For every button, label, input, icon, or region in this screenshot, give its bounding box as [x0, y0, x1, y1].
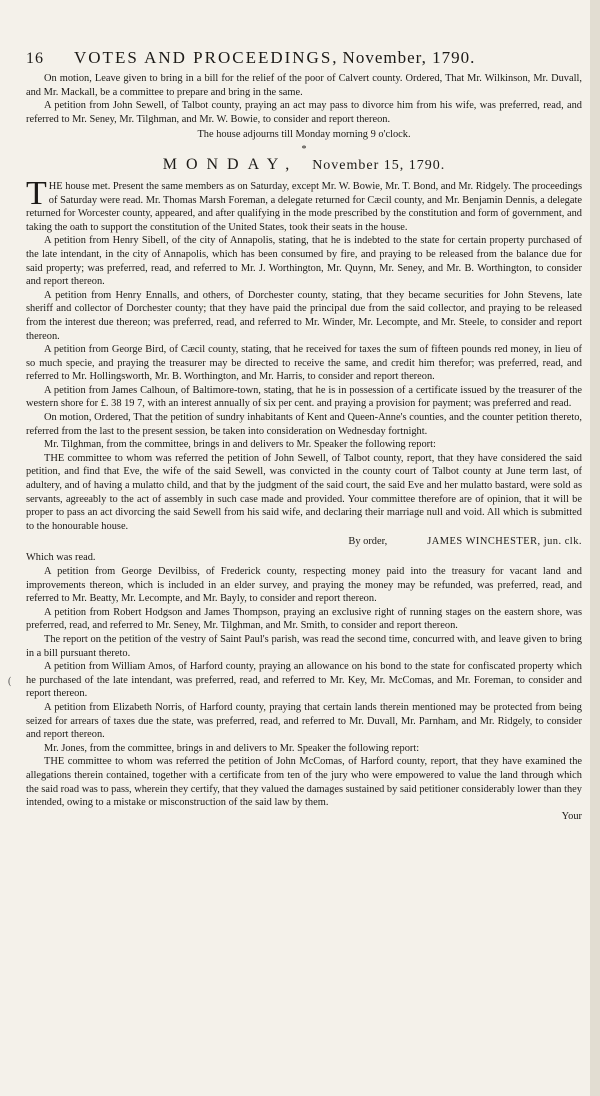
petition-amos: A petition from William Amos, of Harford county, praying an allowance on his bond to the state for confiscated property which he purchased of the late intendant, was preferred, read, and referred to Mr. Key, Mr. McComas, and Mr. Foreman, to consider and report thereon. [26, 661, 582, 700]
running-title: VOTES AND PROCEEDINGS, [74, 48, 339, 67]
drop-capital: T [26, 174, 47, 212]
section-separator: * [301, 143, 307, 155]
petition-devilbiss: A petition from George Devilbiss, of Frederick county, respecting money paid into the treasury for vacant land and improvements thereon, which is included in an elder survey, and praying the money may be refunded, was preferred, read, and referred to Mr. Beatty, Mr. Lecompte, and Mr. Bayly, to consider and report thereon. [26, 566, 582, 605]
page-edge [590, 0, 600, 1096]
motion-paragraph: On motion, Leave given to bring in a bill for the relief of the poor of Calvert county. Ordered, That Mr. Wilkinson, Mr. Duvall, and Mr. Mackall, be a committee to prepare and bring in the same. [26, 73, 582, 98]
committee-report-mccomas: THE committee to whom was referred the petition of John McComas, of Harford county, report, that they have examined the allegations therein contained, together with a certificate from ten of the jury who were empowered to value the land through which the said road was to pass, wherein they certify, that they valued the damages sustained by said petitioner considerably lower than they intended, owing to a mistake or misconstruction of the said law by them. [26, 756, 582, 809]
report-saint-pauls: The report on the petition of the vestry of Saint Paul's parish, was read the second time, concurred with, and leave given to bring in a bill pursuant thereto. [26, 633, 582, 659]
signature-by-order: By order, [348, 536, 388, 548]
committee-intro: Mr. Tilghman, from the committee, brings in and delivers to Mr. Speaker the following report: [44, 439, 436, 451]
petition-calhoun: A petition from James Calhoun, of Baltimore-town, stating, that he is in possession of a certificate issued by the treasurer of the western shore for £. 38 19 7, with an interest annually of six per cent. and praying a provision for payment; was preferred and read. [26, 384, 582, 410]
day-heading-date: November 15, 1790. [312, 157, 446, 173]
margin-mark: ( [8, 676, 12, 687]
signature-name: JAMES WINCHESTER, jun. clk. [427, 536, 582, 548]
document-page [26, 48, 582, 1088]
signature-line [26, 535, 582, 549]
running-header [26, 48, 582, 68]
committee-intro-jones: Mr. Jones, from the committee, brings in and delivers to Mr. Speaker the following report: [44, 742, 420, 754]
opening-paragraph-text: HE house met. Present the same members as on Saturday, except Mr. W. Bowie, Mr. T. Bond, and Mr. Ridgely. The proceedings of Saturday were read. Mr. Thomas Marsh Foreman, a delegate returned for Cæcil county, and Mr. Benjamin Dennis, a delegate returned for Worcester county, appeared, and after qualifying in the mode prescribed by the constitution and form of government, and taking the oath to support the constitution of the United States, took their seats in the house. [26, 180, 582, 233]
page-number: 16 [26, 50, 44, 67]
petition-sibell: A petition from Henry Sibell, of the city of Annapolis, stating, that he is indebted to the state for certain property purchased of the late intendant, in the city of Annapolis, which has been consumed by fire, and praying to be released from the balance due for said property; was preferred, read, and referred to Mr. J. Worthington, Mr. Quynn, Mr. Seney, and Mr. B. Worthington, to consider and report thereon. [26, 235, 582, 288]
catchword: Your [561, 810, 582, 822]
petition-ennalls: A petition from Henry Ennalls, and others, of Dorchester county, stating, that they became securities for John Stevens, late sheriff and collector of Dorchester county; that they have paid the principal due from the said collector, and praying to be released from the interest due thereon; was preferred, read, and referred to Mr. Winder, Mr. Lecompte, and Mr. Steele, to consider and report thereon. [26, 289, 582, 342]
petition-hodgson: A petition from Robert Hodgson and James Thompson, praying an exclusive right of running stages on the eastern shore, was preferred, read, and referred to Mr. Seney, Mr. Tilghman, and Mr. Smith, to consider and report thereon. [26, 606, 582, 632]
which-was-read: Which was read. [26, 552, 96, 564]
running-date: November, 1790. [342, 48, 476, 67]
petition-paragraph: A petition from John Sewell, of Talbot county, praying an act may pass to divorce him from his wife, was preferred, read, and referred to Mr. Seney, Mr. Tilghman, and Mr. W. Bowie, to consider and report thereon. [26, 100, 582, 125]
adjournment-line: The house adjourns till Monday morning 9 o'clock. [197, 129, 411, 141]
order-paragraph: On motion, Ordered, That the petition of sundry inhabitants of Kent and Queen-Anne's counties, and the counter petition thereto, referred from the last to the present session, be taken into consideration on Wednesday fortnight. [26, 412, 582, 437]
petition-norris: A petition from Elizabeth Norris, of Harford county, praying that certain lands therein mentioned may be protected from being seized for arrears of taxes due the state, was preferred, read, and referred to Mr. Duvall, Mr. Parnham, and Mr. Ridgely, to consider and report thereon. [26, 701, 582, 741]
committee-report-sewell: THE committee to whom was referred the petition of John Sewell, of Talbot county, report, that they have considered the said petition, and find that Eve, the wife of the said Sewell, was convicted in the county court of Talbot county at June term last, of adultery, and of having a mulatto child, and that by the judgment of the said court, the said Eve and her mulatto bastard, were sold as servants, agreeably to the act of assembly in such case made and provided. Your committee therefore are of opinion, that it will be proper to pass an act divorcing the said Sewell from his said wife, and declaring their marriage null and void. All which is submitted to the honourable house. [26, 452, 582, 532]
petition-bird: A petition from George Bird, of Cæcil county, stating, that he received for taxes the sum of fifteen pounds red money, in lieu of so much specie, and praying the treasurer may be directed to receive the same, and credit him therefor; was preferred, read, and referred to Mr. Hollingsworth, Mr. B. Worthington, and Mr. Harris, to consider and report thereon. [26, 344, 582, 383]
day-heading-day: MONDAY, [162, 155, 299, 173]
opening-paragraph [26, 174, 582, 234]
day-heading [26, 156, 582, 174]
